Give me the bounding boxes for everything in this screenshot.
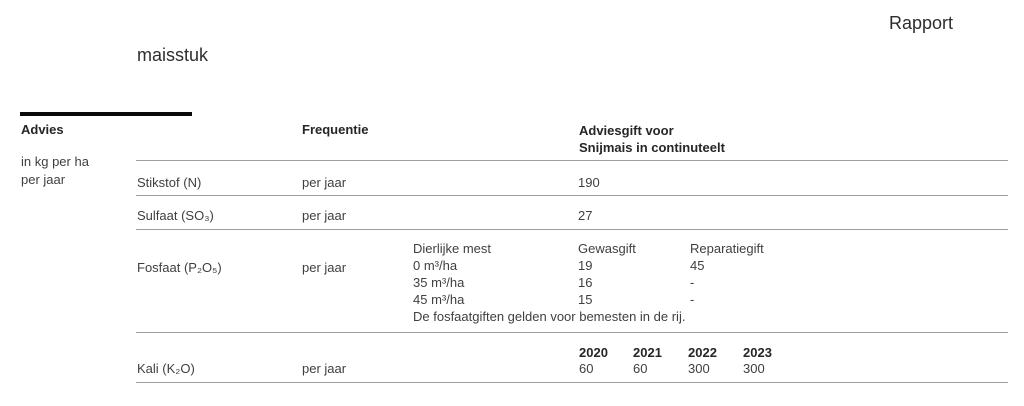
gewasgift-value: 15 (578, 292, 593, 307)
adviesgift-column-header (579, 122, 725, 156)
reparatiegift-column-header: Reparatiegift (690, 241, 764, 256)
gewasgift-column-header: Gewasgift (578, 241, 636, 256)
row-frequency-kali: per jaar (302, 361, 347, 376)
reparatiegift-value: 45 (690, 258, 705, 273)
manure-amount: 45 m³/ha (413, 292, 465, 307)
year-header: 2021 (633, 345, 662, 360)
row-value-sulfaat: 27 (578, 208, 593, 223)
table-rule (136, 382, 1008, 383)
fosfaat-note: De fosfaatgiften gelden voor bemesten in de rij. (413, 309, 686, 324)
advies-column-header: Advies (21, 122, 64, 137)
frequentie-column-header: Frequentie (302, 122, 369, 137)
reparatiegift-value: - (690, 275, 695, 290)
table-rule (136, 195, 1008, 196)
adviesgift-header-line1: Adviesgift voor (579, 123, 674, 138)
year-value: 60 (579, 361, 594, 376)
manure-amount: 0 m³/ha (413, 258, 458, 273)
unit-note-line1: in kg per ha (21, 154, 89, 169)
row-name-kali: Kali (K₂O) (137, 361, 195, 376)
manure-amount: 35 m³/ha (413, 275, 465, 290)
year-header: 2023 (743, 345, 772, 360)
field-name: maisstuk (137, 45, 209, 65)
year-header: 2022 (688, 345, 717, 360)
unit-note-line2: per jaar (21, 172, 66, 187)
adviesgift-header-line2: Snijmais in continuteelt (579, 140, 725, 155)
table-rule (136, 332, 1008, 333)
year-value: 60 (633, 361, 648, 376)
unit-note (21, 153, 89, 189)
manure-column-header: Dierlijke mest (413, 241, 492, 256)
row-frequency-fosfaat: per jaar (302, 260, 347, 275)
table-rule (136, 160, 1008, 161)
reparatiegift-value: - (690, 292, 695, 307)
year-value: 300 (743, 361, 765, 376)
table-rule (136, 229, 1008, 230)
row-name-fosfaat: Fosfaat (P₂O₅) (137, 260, 222, 275)
advies-underline-bar (20, 112, 192, 116)
row-value-stikstof: 190 (578, 175, 600, 190)
report-title: Rapport (889, 13, 954, 33)
row-frequency-stikstof: per jaar (302, 175, 347, 190)
year-value: 300 (688, 361, 710, 376)
row-name-stikstof: Stikstof (N) (137, 175, 202, 190)
gewasgift-value: 16 (578, 275, 593, 290)
gewasgift-value: 19 (578, 258, 593, 273)
year-header: 2020 (579, 345, 608, 360)
row-frequency-sulfaat: per jaar (302, 208, 347, 223)
row-name-sulfaat: Sulfaat (SO₃) (137, 208, 214, 223)
